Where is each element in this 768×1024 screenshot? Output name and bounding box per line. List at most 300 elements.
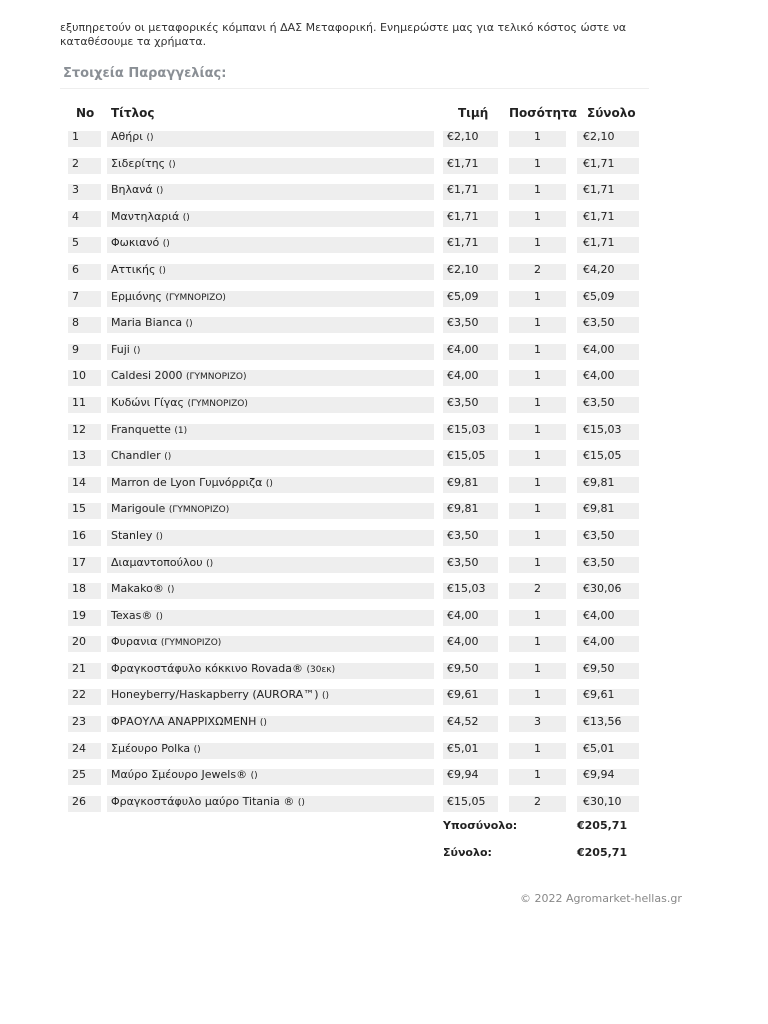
item-quantity-text: 1 [534,316,541,330]
item-title-text: Αθήρι [111,130,143,143]
item-number-text: 2 [72,156,79,170]
item-number [68,610,101,626]
item-quantity [509,450,566,466]
item-option: () [185,319,193,330]
item-number-text: 3 [72,183,79,197]
item-option: () [158,265,166,276]
item-quantity [509,636,566,652]
item-number [68,424,101,440]
item-total [577,317,639,333]
item-quantity [509,344,566,360]
item-quantity-text: 1 [534,475,541,489]
item-number-text: 17 [72,555,86,569]
item-price [443,610,498,626]
item-total-text: €3,50 [583,555,615,569]
copyright-footer: © 2022 Agromarket-hellas.gr [520,892,682,905]
header-title: Τίτλος [111,106,155,120]
item-option: () [259,718,267,729]
item-price-text: €15,05 [447,794,486,808]
item-price [443,743,498,759]
item-title-text: Makako® [111,582,164,596]
item-total [577,477,639,493]
item-title-text: Αττικής [111,262,156,276]
table-row [0,128,768,155]
item-title-text: Φραγκοστάφυλο κόκκινο Rovada® [111,661,303,675]
item-quantity [509,796,566,812]
item-number-text: 16 [72,528,86,542]
table-row [0,288,768,315]
item-number-text: 24 [72,741,86,755]
item-title [107,184,434,200]
item-option: () [156,186,164,197]
item-title [107,503,434,519]
item-total-text: €15,03 [583,422,622,436]
item-total-text: €30,10 [583,794,622,808]
item-quantity-text: 1 [534,741,541,755]
item-number [68,317,101,333]
item-total [577,344,639,360]
item-title [107,477,434,493]
item-option: (30εκ) [306,664,336,675]
item-total [577,716,639,732]
item-price-text: €1,71 [447,183,479,197]
item-price [443,450,498,466]
item-price [443,769,498,785]
item-quantity-text: 1 [534,635,541,649]
item-quantity [509,211,566,227]
item-total-text: €4,00 [583,369,615,383]
item-number [68,716,101,732]
table-row [0,633,768,660]
item-option: () [162,239,170,250]
subtotal-label: Υποσύνολο: [443,819,518,832]
table-row [0,740,768,767]
item-quantity-text: 1 [534,395,541,409]
item-price-text: €2,10 [447,262,479,276]
item-number-text: 19 [72,608,86,622]
item-number-text: 22 [72,688,86,702]
item-title-text: Μαύρο Σμέουρο Jewels® [111,768,248,782]
item-number [68,184,101,200]
item-title [107,610,434,626]
item-price [443,184,498,200]
table-row [0,341,768,368]
table-row [0,713,768,740]
item-total [577,796,639,812]
item-number-text: 20 [72,635,86,649]
item-option: () [164,452,172,463]
item-title [107,264,434,280]
item-number [68,796,101,812]
item-title-text: Honeyberry/Haskapberry (AURORA™) [111,688,319,702]
item-total [577,424,639,440]
item-quantity-text: 1 [534,768,541,782]
item-total-text: €9,61 [583,688,615,702]
table-row [0,607,768,634]
item-total-text: €13,56 [583,715,622,729]
item-price [443,530,498,546]
item-quantity [509,716,566,732]
section-divider [60,88,649,89]
item-title [107,211,434,227]
item-title-text: Μαντηλαριά [111,209,180,223]
item-total-text: €1,71 [583,209,615,223]
item-option: () [167,585,175,596]
table-row [0,447,768,474]
item-price-text: €3,50 [447,528,479,542]
item-option: () [182,212,190,223]
item-title-text: Fuji [111,342,130,356]
item-option: () [322,691,330,702]
item-price-text: €15,03 [447,582,486,596]
item-quantity [509,264,566,280]
item-total-text: €30,06 [583,582,622,596]
item-number-text: 6 [72,262,79,276]
item-title [107,689,434,705]
item-quantity [509,237,566,253]
item-number-text: 21 [72,661,86,675]
item-title-text: Caldesi 2000 [111,369,183,383]
item-price [443,370,498,386]
total-value: €205,71 [577,846,628,859]
item-title-text: Σιδερίτης [111,156,166,170]
item-title [107,344,434,360]
item-quantity [509,317,566,333]
item-title [107,370,434,386]
item-number [68,477,101,493]
item-option: () [155,531,163,542]
item-quantity-text: 1 [534,183,541,197]
item-price [443,477,498,493]
item-quantity-text: 1 [534,688,541,702]
item-quantity [509,503,566,519]
item-price-text: €9,94 [447,768,479,782]
item-price [443,424,498,440]
table-row [0,367,768,394]
item-quantity-text: 1 [534,555,541,569]
item-number [68,769,101,785]
item-number-text: 23 [72,715,86,729]
item-price [443,663,498,679]
item-number [68,344,101,360]
item-option: () [133,345,141,356]
item-title-text: Marigoule [111,502,166,516]
item-price [443,397,498,413]
item-quantity-text: 1 [534,608,541,622]
item-price [443,716,498,732]
item-price [443,503,498,519]
item-quantity [509,184,566,200]
item-title [107,636,434,652]
item-number [68,743,101,759]
item-number-text: 4 [72,209,79,223]
item-price-text: €15,03 [447,422,486,436]
item-price-text: €9,81 [447,475,479,489]
item-total [577,583,639,599]
item-price-text: €3,50 [447,316,479,330]
item-number-text: 9 [72,342,79,356]
item-total-text: €3,50 [583,395,615,409]
item-title-text: Maria Bianca [111,316,183,330]
item-number [68,503,101,519]
item-option: (ΓΥΜΝΟΡΙΖΟ) [168,505,230,516]
table-row [0,527,768,554]
item-number [68,583,101,599]
item-quantity [509,769,566,785]
item-total [577,530,639,546]
item-title-text: Διαμαντοπούλου [111,555,203,569]
item-title-text: Franquette [111,422,171,436]
item-number-text: 11 [72,395,86,409]
item-total [577,237,639,253]
item-number [68,663,101,679]
item-option: (ΓΥΜΝΟΡΙΖΟ) [165,292,226,303]
item-total-text: €1,71 [583,236,615,250]
item-title-text: Φραγκοστάφυλο μαύρο Titania ® [111,794,295,808]
item-price [443,131,498,147]
item-title [107,769,434,785]
item-title [107,291,434,307]
item-quantity [509,610,566,626]
item-quantity [509,158,566,174]
item-quantity-text: 1 [534,502,541,516]
item-total-text: €4,00 [583,608,615,622]
item-total [577,450,639,466]
item-quantity [509,397,566,413]
item-total [577,131,639,147]
item-option: () [250,771,258,782]
table-row [0,234,768,261]
item-quantity-text: 1 [534,289,541,303]
item-option: (ΓΥΜΝΟΡΙΖΟ) [187,398,248,409]
item-title [107,397,434,413]
item-price-text: €1,71 [447,156,479,170]
item-option: (1) [174,425,188,436]
table-row [0,261,768,288]
item-total [577,291,639,307]
item-number [68,237,101,253]
item-price [443,583,498,599]
item-title-text: Σμέουρο Polka [111,741,191,755]
item-price-text: €9,81 [447,502,479,516]
item-quantity-text: 2 [534,262,541,276]
item-title [107,424,434,440]
item-total-text: €3,50 [583,528,615,542]
item-quantity-text: 1 [534,156,541,170]
table-row [0,155,768,182]
item-quantity-text: 1 [534,422,541,436]
item-number [68,370,101,386]
item-price-text: €2,10 [447,130,479,143]
item-quantity-text: 1 [534,449,541,463]
item-quantity-text: 1 [534,528,541,542]
item-total [577,184,639,200]
item-number [68,291,101,307]
item-price [443,344,498,360]
item-total [577,211,639,227]
header-quantity: Ποσότητα [509,106,577,120]
item-price-text: €4,00 [447,369,479,383]
item-title [107,663,434,679]
item-quantity-text: 2 [534,794,541,808]
item-total [577,610,639,626]
item-title-text: Marron de Lyon Γυμνόρριζα [111,475,263,489]
item-price [443,291,498,307]
item-price-text: €1,71 [447,209,479,223]
item-total [577,663,639,679]
item-quantity-text: 3 [534,715,541,729]
item-total-text: €5,01 [583,741,615,755]
item-number-text: 10 [72,369,86,383]
item-number [68,530,101,546]
total-label: Σύνολο: [443,846,492,859]
item-price [443,317,498,333]
item-option: () [193,744,201,755]
item-option: () [265,478,273,489]
item-price-text: €1,71 [447,236,479,250]
item-number-text: 26 [72,794,86,808]
item-number [68,557,101,573]
table-row [0,660,768,687]
item-total-text: €15,05 [583,449,622,463]
item-quantity [509,291,566,307]
item-number-text: 15 [72,502,86,516]
item-price [443,237,498,253]
item-quantity-text: 1 [534,661,541,675]
item-total-text: €3,50 [583,316,615,330]
item-price [443,158,498,174]
item-total-text: €9,81 [583,502,615,516]
order-details-title: Στοιχεία Παραγγελίας: [63,66,227,81]
item-price-text: €4,52 [447,715,479,729]
table-row [0,181,768,208]
item-quantity-text: 1 [534,209,541,223]
table-row [0,766,768,793]
item-price-text: €4,00 [447,635,479,649]
item-title-text: Chandler [111,449,161,463]
item-number-text: 12 [72,422,86,436]
item-option: () [146,133,154,143]
item-title [107,530,434,546]
item-price-text: €4,00 [447,608,479,622]
item-total-text: €4,20 [583,262,615,276]
item-number-text: 13 [72,449,86,463]
item-price-text: €5,01 [447,741,479,755]
table-row [0,686,768,713]
item-quantity-text: 1 [534,369,541,383]
item-total-text: €2,10 [583,130,615,143]
table-row [0,554,768,581]
item-number-text: 5 [72,236,79,250]
subtotal-value: €205,71 [577,819,628,832]
order-items [0,128,768,819]
header-no: No [76,106,95,120]
item-total [577,743,639,759]
item-price-text: €3,50 [447,555,479,569]
item-title-text: Φυρανια [111,635,158,649]
item-total [577,370,639,386]
table-row [0,208,768,235]
item-total [577,557,639,573]
item-title-text: Φωκιανό [111,236,160,250]
item-quantity [509,477,566,493]
item-title-text: Texas® [111,608,153,622]
item-title-text: ΦΡΑΟΥΛΑ ΑΝΑΡΡΙΧΩΜΕΝΗ [111,715,257,729]
item-number [68,264,101,280]
item-quantity [509,131,566,147]
table-row [0,793,768,820]
item-number [68,397,101,413]
item-title [107,158,434,174]
item-option: (ΓΥΜΝΟΡΙΖΟ) [160,638,222,649]
item-number [68,131,101,147]
item-quantity-text: 1 [534,236,541,250]
item-number [68,636,101,652]
table-row [0,474,768,501]
item-quantity-text: 1 [534,130,541,143]
item-title [107,131,434,147]
item-price [443,636,498,652]
item-quantity [509,370,566,386]
item-title-text: Ερμιόνης [111,289,162,303]
header-total: Σύνολο [587,106,636,120]
item-title [107,237,434,253]
item-quantity [509,663,566,679]
item-total [577,397,639,413]
item-price-text: €9,50 [447,661,479,675]
item-title [107,796,434,812]
item-number [68,689,101,705]
item-quantity [509,689,566,705]
item-total [577,158,639,174]
item-option: () [168,159,176,170]
item-total-text: €5,09 [583,289,615,303]
item-title-text: Βηλανά [111,183,153,197]
item-price-text: €4,00 [447,342,479,356]
item-number-text: 1 [72,130,79,143]
item-title [107,583,434,599]
item-title [107,716,434,732]
item-quantity [509,557,566,573]
item-price-text: €15,05 [447,449,486,463]
item-total-text: €9,94 [583,768,615,782]
item-title-text: Stanley [111,528,153,542]
item-number [68,211,101,227]
item-total-text: €4,00 [583,635,615,649]
item-number-text: 25 [72,768,86,782]
item-quantity [509,583,566,599]
item-number-text: 18 [72,582,86,596]
item-number-text: 7 [72,289,79,303]
item-price-text: €5,09 [447,289,479,303]
item-title [107,557,434,573]
item-total [577,769,639,785]
item-total [577,264,639,280]
item-price [443,796,498,812]
item-total-text: €9,81 [583,475,615,489]
item-title [107,450,434,466]
item-number [68,158,101,174]
item-title-text: Κυδώνι Γίγας [111,395,184,409]
table-row [0,500,768,527]
item-total-text: €1,71 [583,156,615,170]
item-number-text: 14 [72,475,86,489]
item-option: () [297,797,305,808]
table-row [0,580,768,607]
item-title [107,317,434,333]
item-price-text: €3,50 [447,395,479,409]
item-quantity [509,743,566,759]
